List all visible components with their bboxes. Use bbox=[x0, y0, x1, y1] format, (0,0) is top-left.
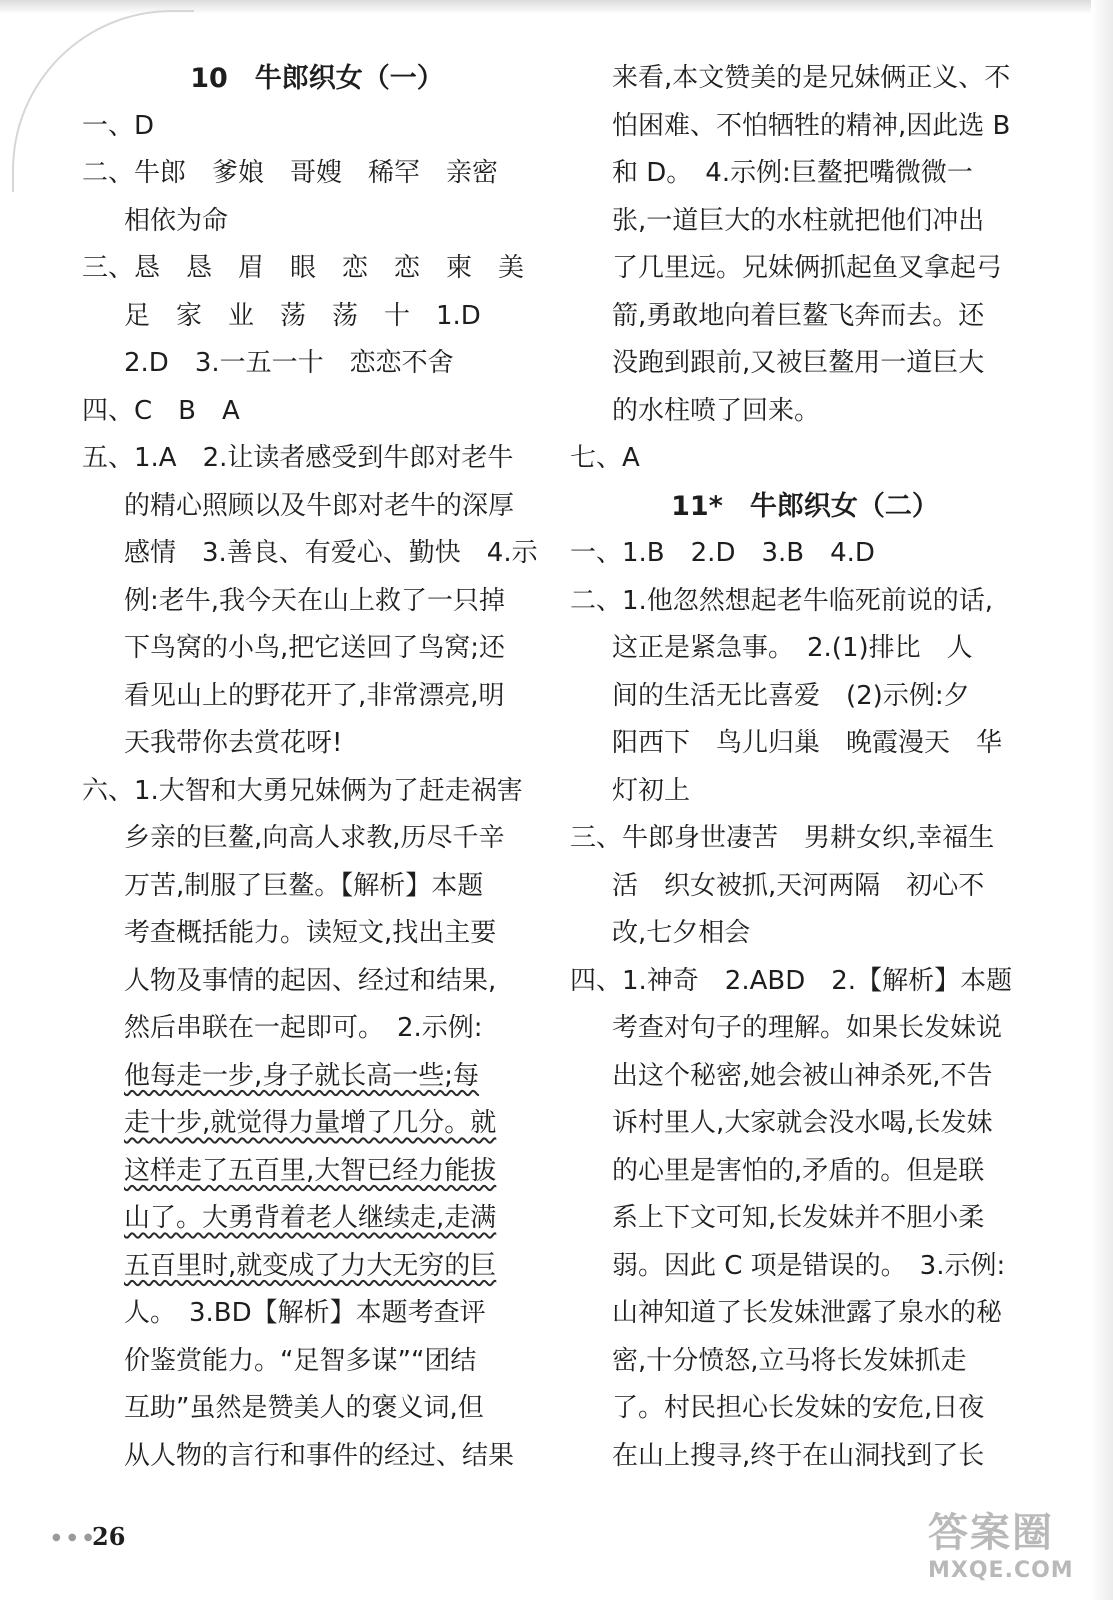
left-text-line bbox=[82, 1290, 552, 1338]
left-text-line bbox=[82, 1005, 552, 1053]
line-text: 看见山上的野花开了,非常漂亮,明 bbox=[124, 680, 505, 711]
right-text-line bbox=[570, 150, 1040, 198]
line-text: 足 家 业 荡 荡 十 1.D bbox=[124, 300, 481, 331]
line-text: 价鉴赏能力。“足智多谋”“团结 bbox=[124, 1345, 477, 1376]
left-answer-line bbox=[82, 388, 552, 436]
line-text: 万苦,制服了巨鳌。【解析】本题 bbox=[124, 870, 484, 901]
left-text-line bbox=[82, 673, 552, 721]
right-text-line bbox=[570, 388, 1040, 436]
right-text-line bbox=[570, 625, 1040, 673]
line-text: 系上下文可知,长发妹并不胆小柔 bbox=[612, 1203, 985, 1233]
right-text-line bbox=[570, 1385, 1040, 1433]
line-text: 了。村民担心长发妹的安危,日夜 bbox=[612, 1393, 985, 1423]
left-answer-line bbox=[82, 435, 552, 483]
line-text: 弱。因此 C 项是错误的。 3.示例: bbox=[612, 1250, 1006, 1281]
line-text: 2.D 3.一五一十 恋恋不舍 bbox=[124, 348, 454, 378]
right-text-line bbox=[570, 910, 1040, 958]
right-answer-line bbox=[570, 815, 1040, 863]
right-text-line bbox=[570, 1290, 1040, 1338]
line-text: 七、A bbox=[570, 443, 640, 473]
line-text: 间的生活无比喜爱 (2)示例:夕 bbox=[612, 680, 970, 711]
line-text: 改,七夕相会 bbox=[612, 918, 751, 948]
watermark-main-text: 答案圈 bbox=[928, 1510, 1054, 1556]
line-text: 人。 3.BD【解析】本题考查评 bbox=[124, 1298, 486, 1328]
right-text-line bbox=[570, 863, 1040, 911]
line-text: 密,十分愤怒,立马将长发妹抓走 bbox=[612, 1345, 967, 1376]
left-wavy-underlined-line bbox=[82, 1243, 552, 1291]
left-wavy-underlined-line bbox=[82, 1195, 552, 1243]
right-text-line bbox=[570, 1148, 1040, 1196]
line-text: 这正是紧急事。 2.(1)排比 人 bbox=[612, 633, 973, 663]
line-text: 感情 3.善良、有爱心、勤快 4.示 bbox=[124, 538, 538, 568]
left-text-line bbox=[82, 863, 552, 911]
line-text: 考查对句子的理解。如果长发妹说 bbox=[612, 1013, 1003, 1043]
left-text-line bbox=[82, 1433, 552, 1481]
right-text-line bbox=[570, 1195, 1040, 1243]
line-text: 二、牛郎 爹娘 哥嫂 稀罕 亲密 bbox=[82, 158, 499, 188]
line-text: 了几里远。兄妹俩抓起鱼叉拿起弓 bbox=[612, 253, 1003, 283]
left-text-line bbox=[82, 578, 552, 626]
line-text: 箭,勇敢地向着巨鳌飞奔而去。还 bbox=[612, 300, 985, 331]
line-text: 和 D。 4.示例:巨鳌把嘴微微一 bbox=[612, 158, 973, 188]
right-text-line bbox=[570, 1338, 1040, 1386]
line-text: 一、D bbox=[82, 110, 155, 141]
line-text: 这样走了五百里,大智已经力能拔 bbox=[124, 1155, 497, 1186]
line-text: 三、恳 恳 眉 眼 恋 恋 柬 美 bbox=[82, 253, 525, 283]
right-text-line bbox=[570, 673, 1040, 721]
right-text-line bbox=[570, 293, 1040, 341]
right-text-line bbox=[570, 1005, 1040, 1053]
right-text-line bbox=[570, 103, 1040, 151]
line-text: 没跑到跟前,又被巨鳌用一道巨大 bbox=[612, 348, 985, 378]
line-text: 五、1.A 2.让读者感受到牛郎对老牛 bbox=[82, 443, 514, 473]
line-text: 互助”虽然是赞美人的褒义词,但 bbox=[124, 1393, 484, 1423]
line-text: 五百里时,就变成了力大无穷的巨 bbox=[124, 1250, 497, 1281]
left-wavy-underlined-line bbox=[82, 1100, 552, 1148]
right-text-line bbox=[570, 245, 1040, 293]
line-text: 的精心照顾以及牛郎对老牛的深厚 bbox=[124, 490, 515, 521]
line-text: 下鸟窝的小鸟,把它送回了鸟窝;还 bbox=[124, 633, 506, 663]
right-answer-line bbox=[570, 958, 1040, 1006]
line-text: 活 织女被抓,天河两隔 初心不 bbox=[612, 870, 985, 901]
right-text-line bbox=[570, 768, 1040, 816]
line-text: 二、1.他忽然想起老牛临死前说的话, bbox=[570, 585, 994, 616]
line-text: 山神知道了长发妹泄露了泉水的秘 bbox=[612, 1298, 1003, 1328]
left-text-line bbox=[82, 1385, 552, 1433]
left-text-line bbox=[82, 198, 552, 246]
left-text-line bbox=[82, 958, 552, 1006]
left-answer-line bbox=[82, 245, 552, 293]
line-text: 怕困难、不怕牺牲的精神,因此选 B bbox=[612, 110, 1011, 141]
line-text: 四、1.神奇 2.ABD 2.【解析】本题 bbox=[570, 965, 1013, 996]
line-text: 例:老牛,我今天在山上救了一只掉 bbox=[124, 585, 506, 616]
line-text: 诉村里人,大家就会没水喝,长发妹 bbox=[612, 1108, 993, 1138]
line-text: 一、1.B 2.D 3.B 4.D bbox=[570, 538, 875, 568]
right-answer-line bbox=[570, 530, 1040, 578]
line-text: 三、牛郎身世凄苦 男耕女织,幸福生 bbox=[570, 823, 995, 853]
line-text: 六、1.大智和大勇兄妹俩为了赶走祸害 bbox=[82, 775, 523, 806]
line-text: 张,一道巨大的水柱就把他们冲出 bbox=[612, 205, 985, 236]
line-text: 来看,本文赞美的是兄妹俩正义、不 bbox=[612, 63, 1011, 93]
line-text: 10 牛郎织女（一） bbox=[190, 63, 444, 94]
right-answer-line bbox=[570, 435, 1040, 483]
line-text: 他每走一步,身子就长高一些;每 bbox=[124, 1060, 480, 1091]
right-text-line bbox=[570, 1433, 1040, 1481]
left-text-line bbox=[82, 720, 552, 768]
left-text-line bbox=[82, 1338, 552, 1386]
right-text-line bbox=[570, 1243, 1040, 1291]
left-text-line bbox=[82, 483, 552, 531]
left-wavy-underlined-line bbox=[82, 1053, 552, 1101]
watermark-logo bbox=[928, 1508, 1088, 1588]
left-text-line bbox=[82, 910, 552, 958]
line-text: 考查概括能力。读短文,找出主要 bbox=[124, 918, 497, 948]
page-number-decoration: ● ● ● bbox=[52, 1532, 95, 1543]
page-number: 26 bbox=[92, 1522, 126, 1551]
left-answer-line bbox=[82, 768, 552, 816]
line-text: 相依为命 bbox=[124, 205, 229, 236]
left-text-line bbox=[82, 293, 552, 341]
lesson-title bbox=[82, 55, 552, 103]
right-text-line bbox=[570, 198, 1040, 246]
right-text-line bbox=[570, 720, 1040, 768]
right-answer-line bbox=[570, 578, 1040, 626]
line-text: 出这个秘密,她会被山神杀死,不告 bbox=[612, 1060, 993, 1091]
left-text-line bbox=[82, 340, 552, 388]
line-text: 在山上搜寻,终于在山洞找到了长 bbox=[612, 1440, 985, 1471]
line-text: 天我带你去赏花呀! bbox=[124, 728, 343, 758]
line-text: 人物及事情的起因、经过和结果, bbox=[124, 965, 497, 996]
left-text-line bbox=[82, 530, 552, 578]
line-text: 然后串联在一起即可。 2.示例: bbox=[124, 1013, 483, 1043]
right-column bbox=[570, 55, 1040, 1480]
line-text: 乡亲的巨鳌,向高人求教,历尽千辛 bbox=[124, 823, 505, 853]
left-answer-line bbox=[82, 150, 552, 198]
lesson-title bbox=[570, 483, 1040, 531]
page-edge-shadow-right bbox=[1091, 0, 1113, 1600]
line-text: 从人物的言行和事件的经过、结果 bbox=[124, 1440, 515, 1471]
left-wavy-underlined-line bbox=[82, 1148, 552, 1196]
right-text-line bbox=[570, 55, 1040, 103]
left-text-line bbox=[82, 815, 552, 863]
left-text-line bbox=[82, 625, 552, 673]
watermark-sub-text: MXQE.COM bbox=[928, 1558, 1074, 1583]
line-text: 山了。大勇背着老人继续走,走满 bbox=[124, 1203, 497, 1233]
right-text-line bbox=[570, 340, 1040, 388]
line-text: 四、C B A bbox=[82, 395, 240, 426]
line-text: 11* 牛郎织女（二） bbox=[671, 490, 939, 522]
left-answer-line bbox=[82, 103, 552, 151]
right-text-line bbox=[570, 1100, 1040, 1148]
left-column bbox=[82, 55, 552, 1480]
line-text: 的心里是害怕的,矛盾的。但是联 bbox=[612, 1155, 985, 1186]
line-text: 阳西下 鸟儿归巢 晚霞漫天 华 bbox=[612, 728, 1003, 758]
line-text: 走十步,就觉得力量增了几分。就 bbox=[124, 1108, 497, 1138]
right-text-line bbox=[570, 1053, 1040, 1101]
line-text: 灯初上 bbox=[612, 775, 691, 806]
line-text: 的水柱喷了回来。 bbox=[612, 395, 821, 426]
